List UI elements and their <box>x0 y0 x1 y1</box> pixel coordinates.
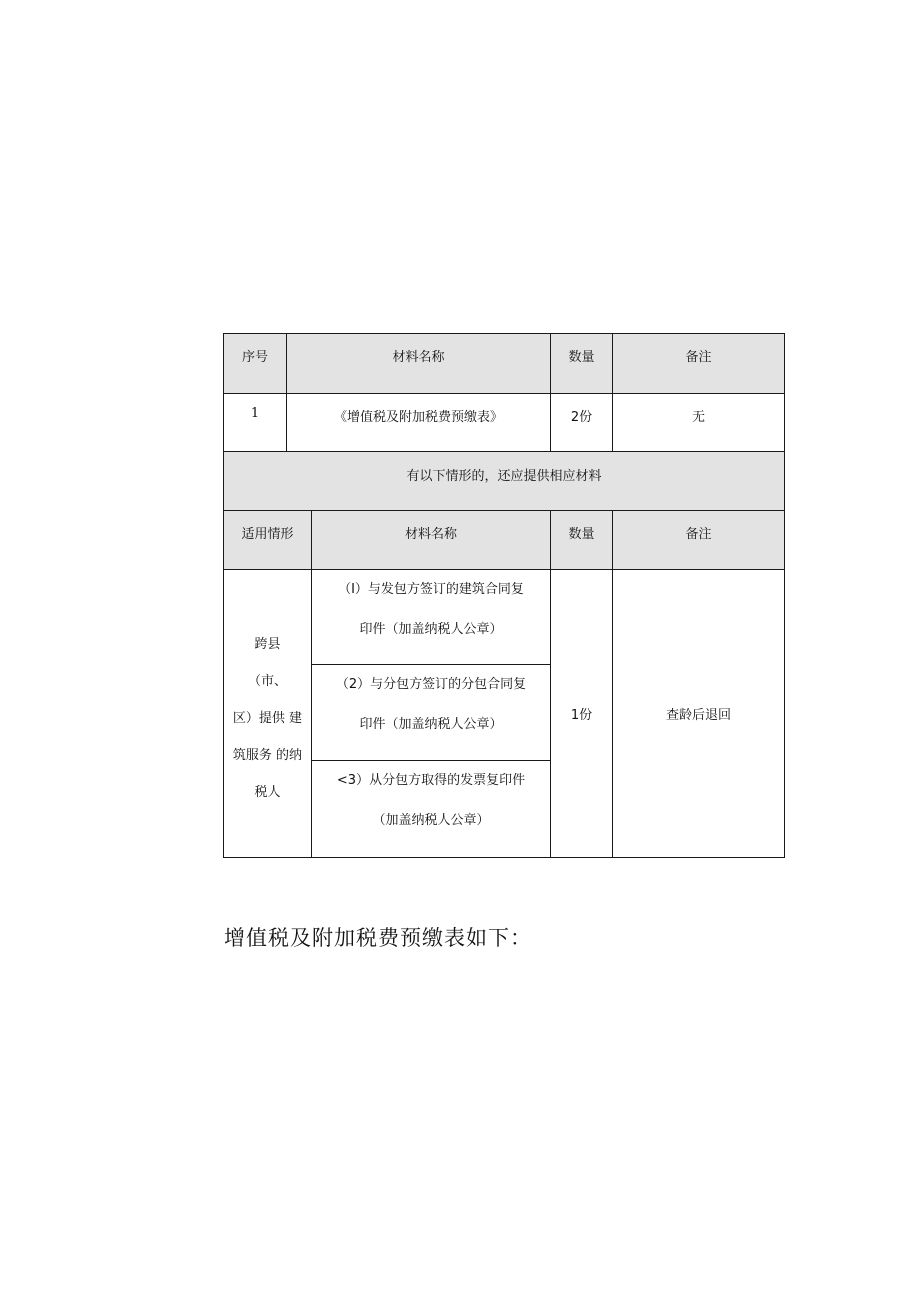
material-item-3 <box>312 761 550 857</box>
material-item-3-line1: <3）从分包方取得的发票复印件 <box>336 773 526 788</box>
row2-remarks: 查龄后退回 <box>665 708 731 723</box>
material-item-2-line1: （2）与分包方签订的分包合同复 <box>335 677 527 692</box>
situation-line: 跨县 <box>254 637 281 652</box>
row1-seq: 1 <box>250 406 260 421</box>
material-item-1-line1: （I）与发包方签订的建筑合同复 <box>338 582 524 597</box>
header-quantity: 数量 <box>568 350 595 365</box>
header2-material-name: 材料名称 <box>404 527 457 542</box>
row1-quantity: 2份 <box>570 410 593 425</box>
header-seq: 序号 <box>241 350 268 365</box>
situation-cell <box>224 626 311 811</box>
section-title: 有以下情形的，还应提供相应材料 <box>406 469 602 484</box>
material-item-1 <box>312 570 550 664</box>
material-item-3-line2: （加盖纳税人公章） <box>372 813 490 828</box>
situation-line: （市、 <box>247 674 287 689</box>
situation-line: 区）提供 建 <box>232 711 303 726</box>
row1-material-name: 《增值税及附加税费预缴表》 <box>333 410 503 425</box>
situation-line: 筑服务 的纳 <box>232 748 303 763</box>
header2-remarks: 备注 <box>685 527 712 542</box>
header-material-name: 材料名称 <box>392 350 445 365</box>
header2-quantity: 数量 <box>568 527 595 542</box>
material-item-2 <box>312 665 550 760</box>
row2-quantity: 1份 <box>570 708 593 723</box>
header2-situation: 适用情形 <box>241 527 294 542</box>
row1-remarks: 无 <box>691 410 705 425</box>
header-remarks: 备注 <box>685 350 712 365</box>
material-item-1-line2: 印件（加盖纳税人公章） <box>359 622 503 637</box>
situation-line: 税人 <box>254 785 281 800</box>
material-item-2-line2: 印件（加盖纳税人公章） <box>359 717 503 732</box>
section-heading: 增值税及附加税费预缴表如下： <box>224 926 532 950</box>
